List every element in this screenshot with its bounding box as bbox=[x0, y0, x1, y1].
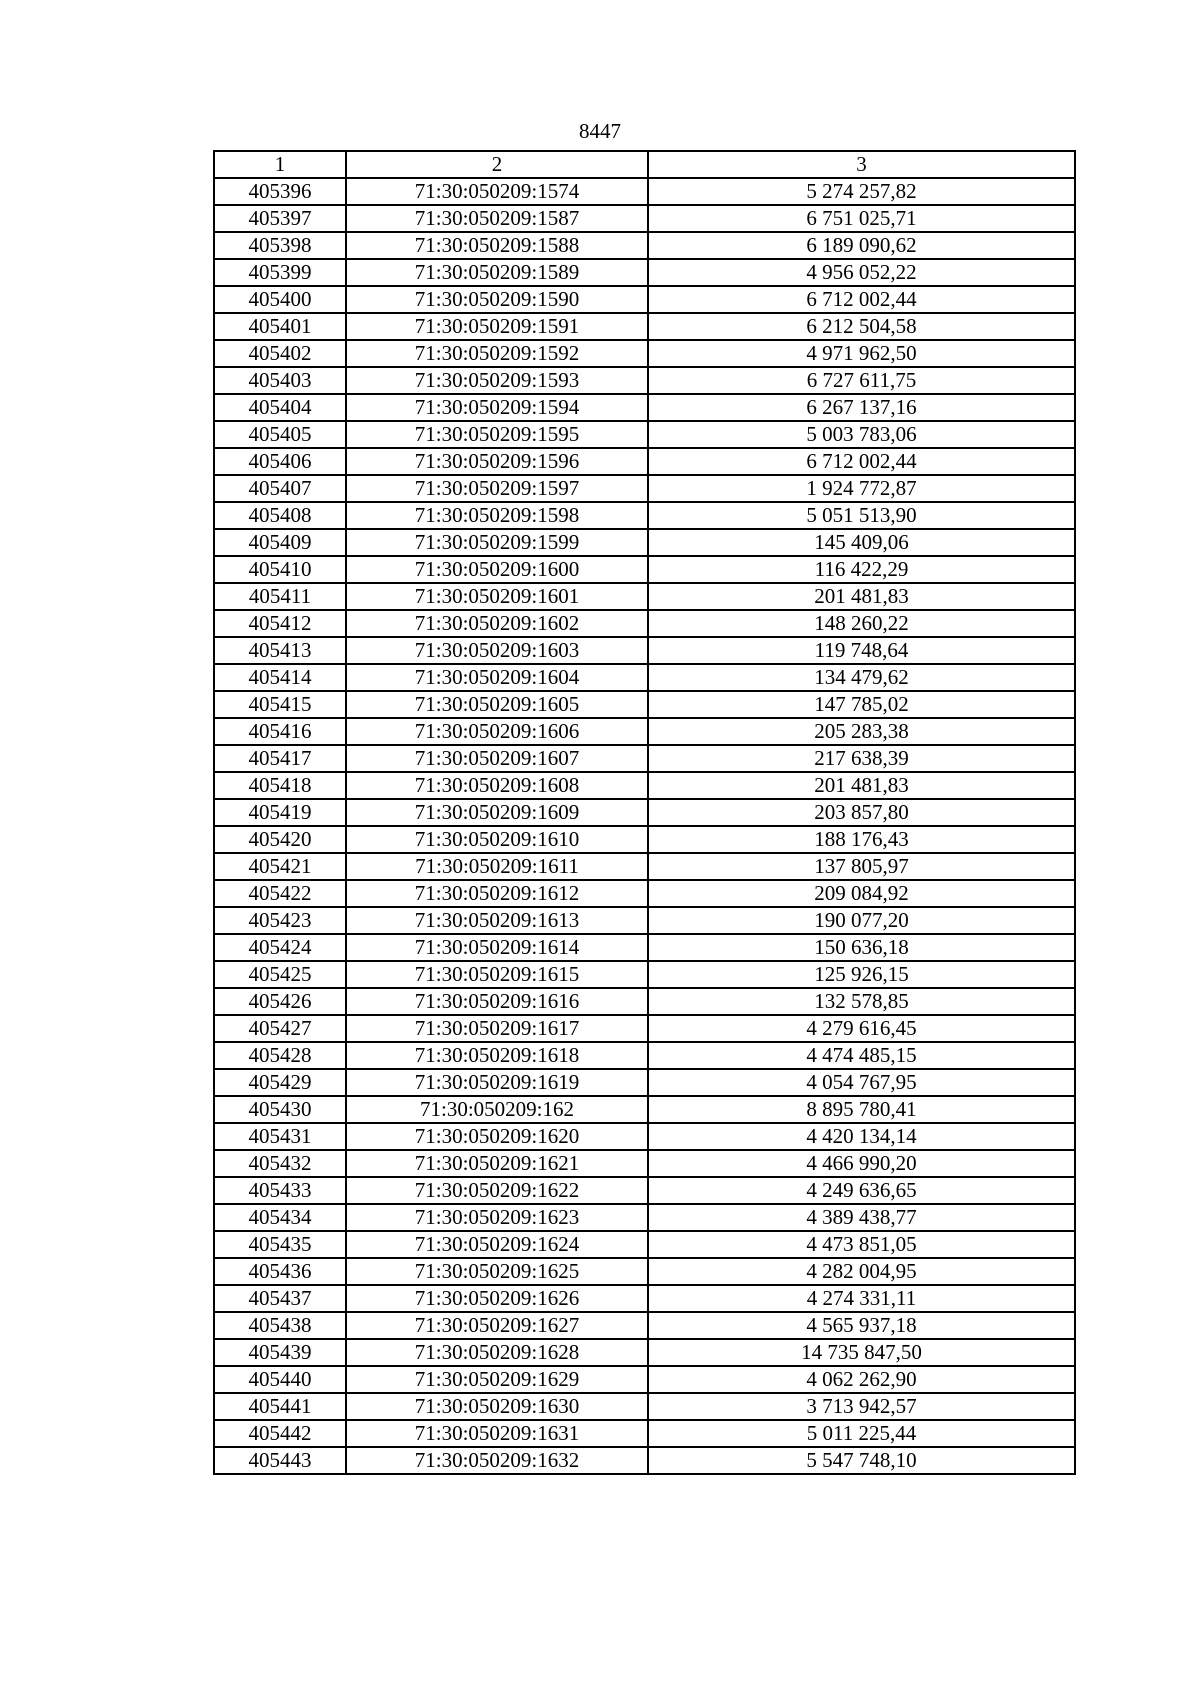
cadastral-number-cell: 71:30:050209:1630 bbox=[346, 1393, 648, 1420]
table-row bbox=[214, 1204, 1075, 1231]
table-row bbox=[214, 1177, 1075, 1204]
record-number-cell: 405431 bbox=[214, 1123, 346, 1150]
cadastral-number-cell: 71:30:050209:1605 bbox=[346, 691, 648, 718]
page-number: 8447 bbox=[579, 119, 621, 143]
cadastral-value-cell: 125 926,15 bbox=[648, 961, 1075, 988]
cadastral-number-cell: 71:30:050209:1613 bbox=[346, 907, 648, 934]
cadastral-value-cell: 1 924 772,87 bbox=[648, 475, 1075, 502]
record-number-cell: 405402 bbox=[214, 340, 346, 367]
cadastral-value-cell: 6 712 002,44 bbox=[648, 448, 1075, 475]
record-number-cell: 405420 bbox=[214, 826, 346, 853]
table-row bbox=[214, 313, 1075, 340]
cadastral-number-cell: 71:30:050209:1600 bbox=[346, 556, 648, 583]
cadastral-number-cell: 71:30:050209:1607 bbox=[346, 745, 648, 772]
table-row bbox=[214, 1393, 1075, 1420]
cadastral-value-cell: 4 971 962,50 bbox=[648, 340, 1075, 367]
table-body bbox=[214, 151, 1075, 1474]
cadastral-number-cell: 71:30:050209:1619 bbox=[346, 1069, 648, 1096]
record-number-cell: 405425 bbox=[214, 961, 346, 988]
cadastral-number-cell: 71:30:050209:1604 bbox=[346, 664, 648, 691]
cadastral-number-cell: 71:30:050209:1595 bbox=[346, 421, 648, 448]
cadastral-number-cell: 71:30:050209:1615 bbox=[346, 961, 648, 988]
record-number-cell: 405430 bbox=[214, 1096, 346, 1123]
record-number-cell: 405421 bbox=[214, 853, 346, 880]
cadastral-value-cell: 6 751 025,71 bbox=[648, 205, 1075, 232]
cadastral-number-cell: 71:30:050209:1608 bbox=[346, 772, 648, 799]
cadastral-value-cell: 4 956 052,22 bbox=[648, 259, 1075, 286]
table-row bbox=[214, 178, 1075, 205]
table-row bbox=[214, 853, 1075, 880]
record-number-cell: 405408 bbox=[214, 502, 346, 529]
cadastral-number-cell: 71:30:050209:1589 bbox=[346, 259, 648, 286]
cadastral-number-cell: 71:30:050209:1596 bbox=[346, 448, 648, 475]
table-row bbox=[214, 1015, 1075, 1042]
record-number-cell: 405403 bbox=[214, 367, 346, 394]
record-number-cell: 405414 bbox=[214, 664, 346, 691]
record-number-cell: 405434 bbox=[214, 1204, 346, 1231]
column-header: 3 bbox=[648, 151, 1075, 178]
cadastral-value-cell: 201 481,83 bbox=[648, 583, 1075, 610]
cadastral-value-cell: 4 282 004,95 bbox=[648, 1258, 1075, 1285]
cadastral-value-cell: 145 409,06 bbox=[648, 529, 1075, 556]
cadastral-value-cell: 148 260,22 bbox=[648, 610, 1075, 637]
cadastral-value-cell: 203 857,80 bbox=[648, 799, 1075, 826]
cadastral-value-cell: 4 474 485,15 bbox=[648, 1042, 1075, 1069]
record-number-cell: 405432 bbox=[214, 1150, 346, 1177]
table-header-row bbox=[214, 151, 1075, 178]
cadastral-value-cell: 8 895 780,41 bbox=[648, 1096, 1075, 1123]
table-row bbox=[214, 637, 1075, 664]
table-row bbox=[214, 1042, 1075, 1069]
cadastral-number-cell: 71:30:050209:1621 bbox=[346, 1150, 648, 1177]
table-row bbox=[214, 1150, 1075, 1177]
cadastral-number-cell: 71:30:050209:1594 bbox=[346, 394, 648, 421]
cadastral-number-cell: 71:30:050209:1625 bbox=[346, 1258, 648, 1285]
cadastral-value-cell: 4 420 134,14 bbox=[648, 1123, 1075, 1150]
cadastral-number-cell: 71:30:050209:1628 bbox=[346, 1339, 648, 1366]
table-row bbox=[214, 718, 1075, 745]
cadastral-value-cell: 116 422,29 bbox=[648, 556, 1075, 583]
record-number-cell: 405426 bbox=[214, 988, 346, 1015]
record-number-cell: 405427 bbox=[214, 1015, 346, 1042]
cadastral-number-cell: 71:30:050209:1626 bbox=[346, 1285, 648, 1312]
table-row bbox=[214, 610, 1075, 637]
record-number-cell: 405400 bbox=[214, 286, 346, 313]
cadastral-value-cell: 6 712 002,44 bbox=[648, 286, 1075, 313]
cadastral-value-cell: 4 054 767,95 bbox=[648, 1069, 1075, 1096]
cadastral-value-cell: 6 727 611,75 bbox=[648, 367, 1075, 394]
table-row bbox=[214, 529, 1075, 556]
cadastral-number-cell: 71:30:050209:1612 bbox=[346, 880, 648, 907]
cadastral-value-cell: 132 578,85 bbox=[648, 988, 1075, 1015]
record-number-cell: 405424 bbox=[214, 934, 346, 961]
record-number-cell: 405410 bbox=[214, 556, 346, 583]
registry-table bbox=[213, 150, 1076, 1475]
table-row bbox=[214, 583, 1075, 610]
cadastral-value-cell: 190 077,20 bbox=[648, 907, 1075, 934]
table-row bbox=[214, 367, 1075, 394]
table-row bbox=[214, 1069, 1075, 1096]
cadastral-number-cell: 71:30:050209:1620 bbox=[346, 1123, 648, 1150]
record-number-cell: 405404 bbox=[214, 394, 346, 421]
cadastral-value-cell: 6 189 090,62 bbox=[648, 232, 1075, 259]
record-number-cell: 405396 bbox=[214, 178, 346, 205]
record-number-cell: 405412 bbox=[214, 610, 346, 637]
record-number-cell: 405418 bbox=[214, 772, 346, 799]
record-number-cell: 405405 bbox=[214, 421, 346, 448]
table-row bbox=[214, 826, 1075, 853]
cadastral-value-cell: 4 473 851,05 bbox=[648, 1231, 1075, 1258]
table-row bbox=[214, 556, 1075, 583]
cadastral-number-cell: 71:30:050209:1574 bbox=[346, 178, 648, 205]
cadastral-number-cell: 71:30:050209:1606 bbox=[346, 718, 648, 745]
cadastral-number-cell: 71:30:050209:1602 bbox=[346, 610, 648, 637]
cadastral-value-cell: 147 785,02 bbox=[648, 691, 1075, 718]
table-row bbox=[214, 880, 1075, 907]
record-number-cell: 405435 bbox=[214, 1231, 346, 1258]
record-number-cell: 405401 bbox=[214, 313, 346, 340]
table-row bbox=[214, 1312, 1075, 1339]
record-number-cell: 405407 bbox=[214, 475, 346, 502]
cadastral-number-cell: 71:30:050209:1598 bbox=[346, 502, 648, 529]
table-row bbox=[214, 448, 1075, 475]
record-number-cell: 405399 bbox=[214, 259, 346, 286]
cadastral-number-cell: 71:30:050209:1632 bbox=[346, 1447, 648, 1474]
record-number-cell: 405439 bbox=[214, 1339, 346, 1366]
cadastral-number-cell: 71:30:050209:1631 bbox=[346, 1420, 648, 1447]
record-number-cell: 405442 bbox=[214, 1420, 346, 1447]
cadastral-value-cell: 188 176,43 bbox=[648, 826, 1075, 853]
table-row bbox=[214, 502, 1075, 529]
cadastral-number-cell: 71:30:050209:1587 bbox=[346, 205, 648, 232]
table-row bbox=[214, 1258, 1075, 1285]
cadastral-value-cell: 5 547 748,10 bbox=[648, 1447, 1075, 1474]
cadastral-number-cell: 71:30:050209:1590 bbox=[346, 286, 648, 313]
record-number-cell: 405422 bbox=[214, 880, 346, 907]
record-number-cell: 405406 bbox=[214, 448, 346, 475]
table-row bbox=[214, 691, 1075, 718]
cadastral-value-cell: 4 389 438,77 bbox=[648, 1204, 1075, 1231]
table-row bbox=[214, 286, 1075, 313]
cadastral-value-cell: 150 636,18 bbox=[648, 934, 1075, 961]
cadastral-number-cell: 71:30:050209:1616 bbox=[346, 988, 648, 1015]
cadastral-value-cell: 4 062 262,90 bbox=[648, 1366, 1075, 1393]
table-row bbox=[214, 1285, 1075, 1312]
cadastral-number-cell: 71:30:050209:1593 bbox=[346, 367, 648, 394]
cadastral-number-cell: 71:30:050209:1599 bbox=[346, 529, 648, 556]
table-row bbox=[214, 907, 1075, 934]
cadastral-number-cell: 71:30:050209:162 bbox=[346, 1096, 648, 1123]
table-row bbox=[214, 1231, 1075, 1258]
record-number-cell: 405443 bbox=[214, 1447, 346, 1474]
record-number-cell: 405438 bbox=[214, 1312, 346, 1339]
record-number-cell: 405409 bbox=[214, 529, 346, 556]
table-row bbox=[214, 664, 1075, 691]
record-number-cell: 405441 bbox=[214, 1393, 346, 1420]
table-row bbox=[214, 394, 1075, 421]
cadastral-number-cell: 71:30:050209:1609 bbox=[346, 799, 648, 826]
table-row bbox=[214, 232, 1075, 259]
cadastral-value-cell: 201 481,83 bbox=[648, 772, 1075, 799]
cadastral-number-cell: 71:30:050209:1622 bbox=[346, 1177, 648, 1204]
cadastral-value-cell: 14 735 847,50 bbox=[648, 1339, 1075, 1366]
record-number-cell: 405440 bbox=[214, 1366, 346, 1393]
table-row bbox=[214, 1420, 1075, 1447]
table-row bbox=[214, 205, 1075, 232]
table-row bbox=[214, 988, 1075, 1015]
cadastral-number-cell: 71:30:050209:1627 bbox=[346, 1312, 648, 1339]
table-row bbox=[214, 340, 1075, 367]
table-row bbox=[214, 745, 1075, 772]
cadastral-value-cell: 4 249 636,65 bbox=[648, 1177, 1075, 1204]
record-number-cell: 405415 bbox=[214, 691, 346, 718]
table-row bbox=[214, 1096, 1075, 1123]
record-number-cell: 405416 bbox=[214, 718, 346, 745]
table-row bbox=[214, 1339, 1075, 1366]
cadastral-value-cell: 6 212 504,58 bbox=[648, 313, 1075, 340]
cadastral-number-cell: 71:30:050209:1617 bbox=[346, 1015, 648, 1042]
cadastral-number-cell: 71:30:050209:1603 bbox=[346, 637, 648, 664]
cadastral-number-cell: 71:30:050209:1588 bbox=[346, 232, 648, 259]
record-number-cell: 405397 bbox=[214, 205, 346, 232]
cadastral-value-cell: 209 084,92 bbox=[648, 880, 1075, 907]
cadastral-value-cell: 205 283,38 bbox=[648, 718, 1075, 745]
table-row bbox=[214, 1123, 1075, 1150]
record-number-cell: 405436 bbox=[214, 1258, 346, 1285]
record-number-cell: 405433 bbox=[214, 1177, 346, 1204]
cadastral-value-cell: 4 279 616,45 bbox=[648, 1015, 1075, 1042]
cadastral-value-cell: 4 274 331,11 bbox=[648, 1285, 1075, 1312]
cadastral-value-cell: 3 713 942,57 bbox=[648, 1393, 1075, 1420]
record-number-cell: 405423 bbox=[214, 907, 346, 934]
cadastral-number-cell: 71:30:050209:1601 bbox=[346, 583, 648, 610]
cadastral-value-cell: 137 805,97 bbox=[648, 853, 1075, 880]
table-row bbox=[214, 961, 1075, 988]
table-row bbox=[214, 772, 1075, 799]
cadastral-value-cell: 5 003 783,06 bbox=[648, 421, 1075, 448]
table-row bbox=[214, 259, 1075, 286]
record-number-cell: 405413 bbox=[214, 637, 346, 664]
cadastral-number-cell: 71:30:050209:1592 bbox=[346, 340, 648, 367]
cadastral-value-cell: 5 011 225,44 bbox=[648, 1420, 1075, 1447]
record-number-cell: 405398 bbox=[214, 232, 346, 259]
cadastral-value-cell: 134 479,62 bbox=[648, 664, 1075, 691]
cadastral-value-cell: 4 466 990,20 bbox=[648, 1150, 1075, 1177]
record-number-cell: 405419 bbox=[214, 799, 346, 826]
cadastral-number-cell: 71:30:050209:1618 bbox=[346, 1042, 648, 1069]
record-number-cell: 405428 bbox=[214, 1042, 346, 1069]
table-row bbox=[214, 799, 1075, 826]
column-header: 1 bbox=[214, 151, 346, 178]
cadastral-value-cell: 5 051 513,90 bbox=[648, 502, 1075, 529]
record-number-cell: 405429 bbox=[214, 1069, 346, 1096]
table-row bbox=[214, 1366, 1075, 1393]
table-row bbox=[214, 421, 1075, 448]
record-number-cell: 405411 bbox=[214, 583, 346, 610]
table-row bbox=[214, 1447, 1075, 1474]
cadastral-number-cell: 71:30:050209:1629 bbox=[346, 1366, 648, 1393]
cadastral-value-cell: 4 565 937,18 bbox=[648, 1312, 1075, 1339]
cadastral-number-cell: 71:30:050209:1624 bbox=[346, 1231, 648, 1258]
record-number-cell: 405437 bbox=[214, 1285, 346, 1312]
record-number-cell: 405417 bbox=[214, 745, 346, 772]
cadastral-number-cell: 71:30:050209:1614 bbox=[346, 934, 648, 961]
cadastral-number-cell: 71:30:050209:1591 bbox=[346, 313, 648, 340]
cadastral-number-cell: 71:30:050209:1597 bbox=[346, 475, 648, 502]
cadastral-number-cell: 71:30:050209:1610 bbox=[346, 826, 648, 853]
cadastral-value-cell: 217 638,39 bbox=[648, 745, 1075, 772]
cadastral-number-cell: 71:30:050209:1611 bbox=[346, 853, 648, 880]
table-row bbox=[214, 934, 1075, 961]
cadastral-number-cell: 71:30:050209:1623 bbox=[346, 1204, 648, 1231]
cadastral-value-cell: 5 274 257,82 bbox=[648, 178, 1075, 205]
cadastral-value-cell: 119 748,64 bbox=[648, 637, 1075, 664]
cadastral-value-cell: 6 267 137,16 bbox=[648, 394, 1075, 421]
column-header: 2 bbox=[346, 151, 648, 178]
table-row bbox=[214, 475, 1075, 502]
